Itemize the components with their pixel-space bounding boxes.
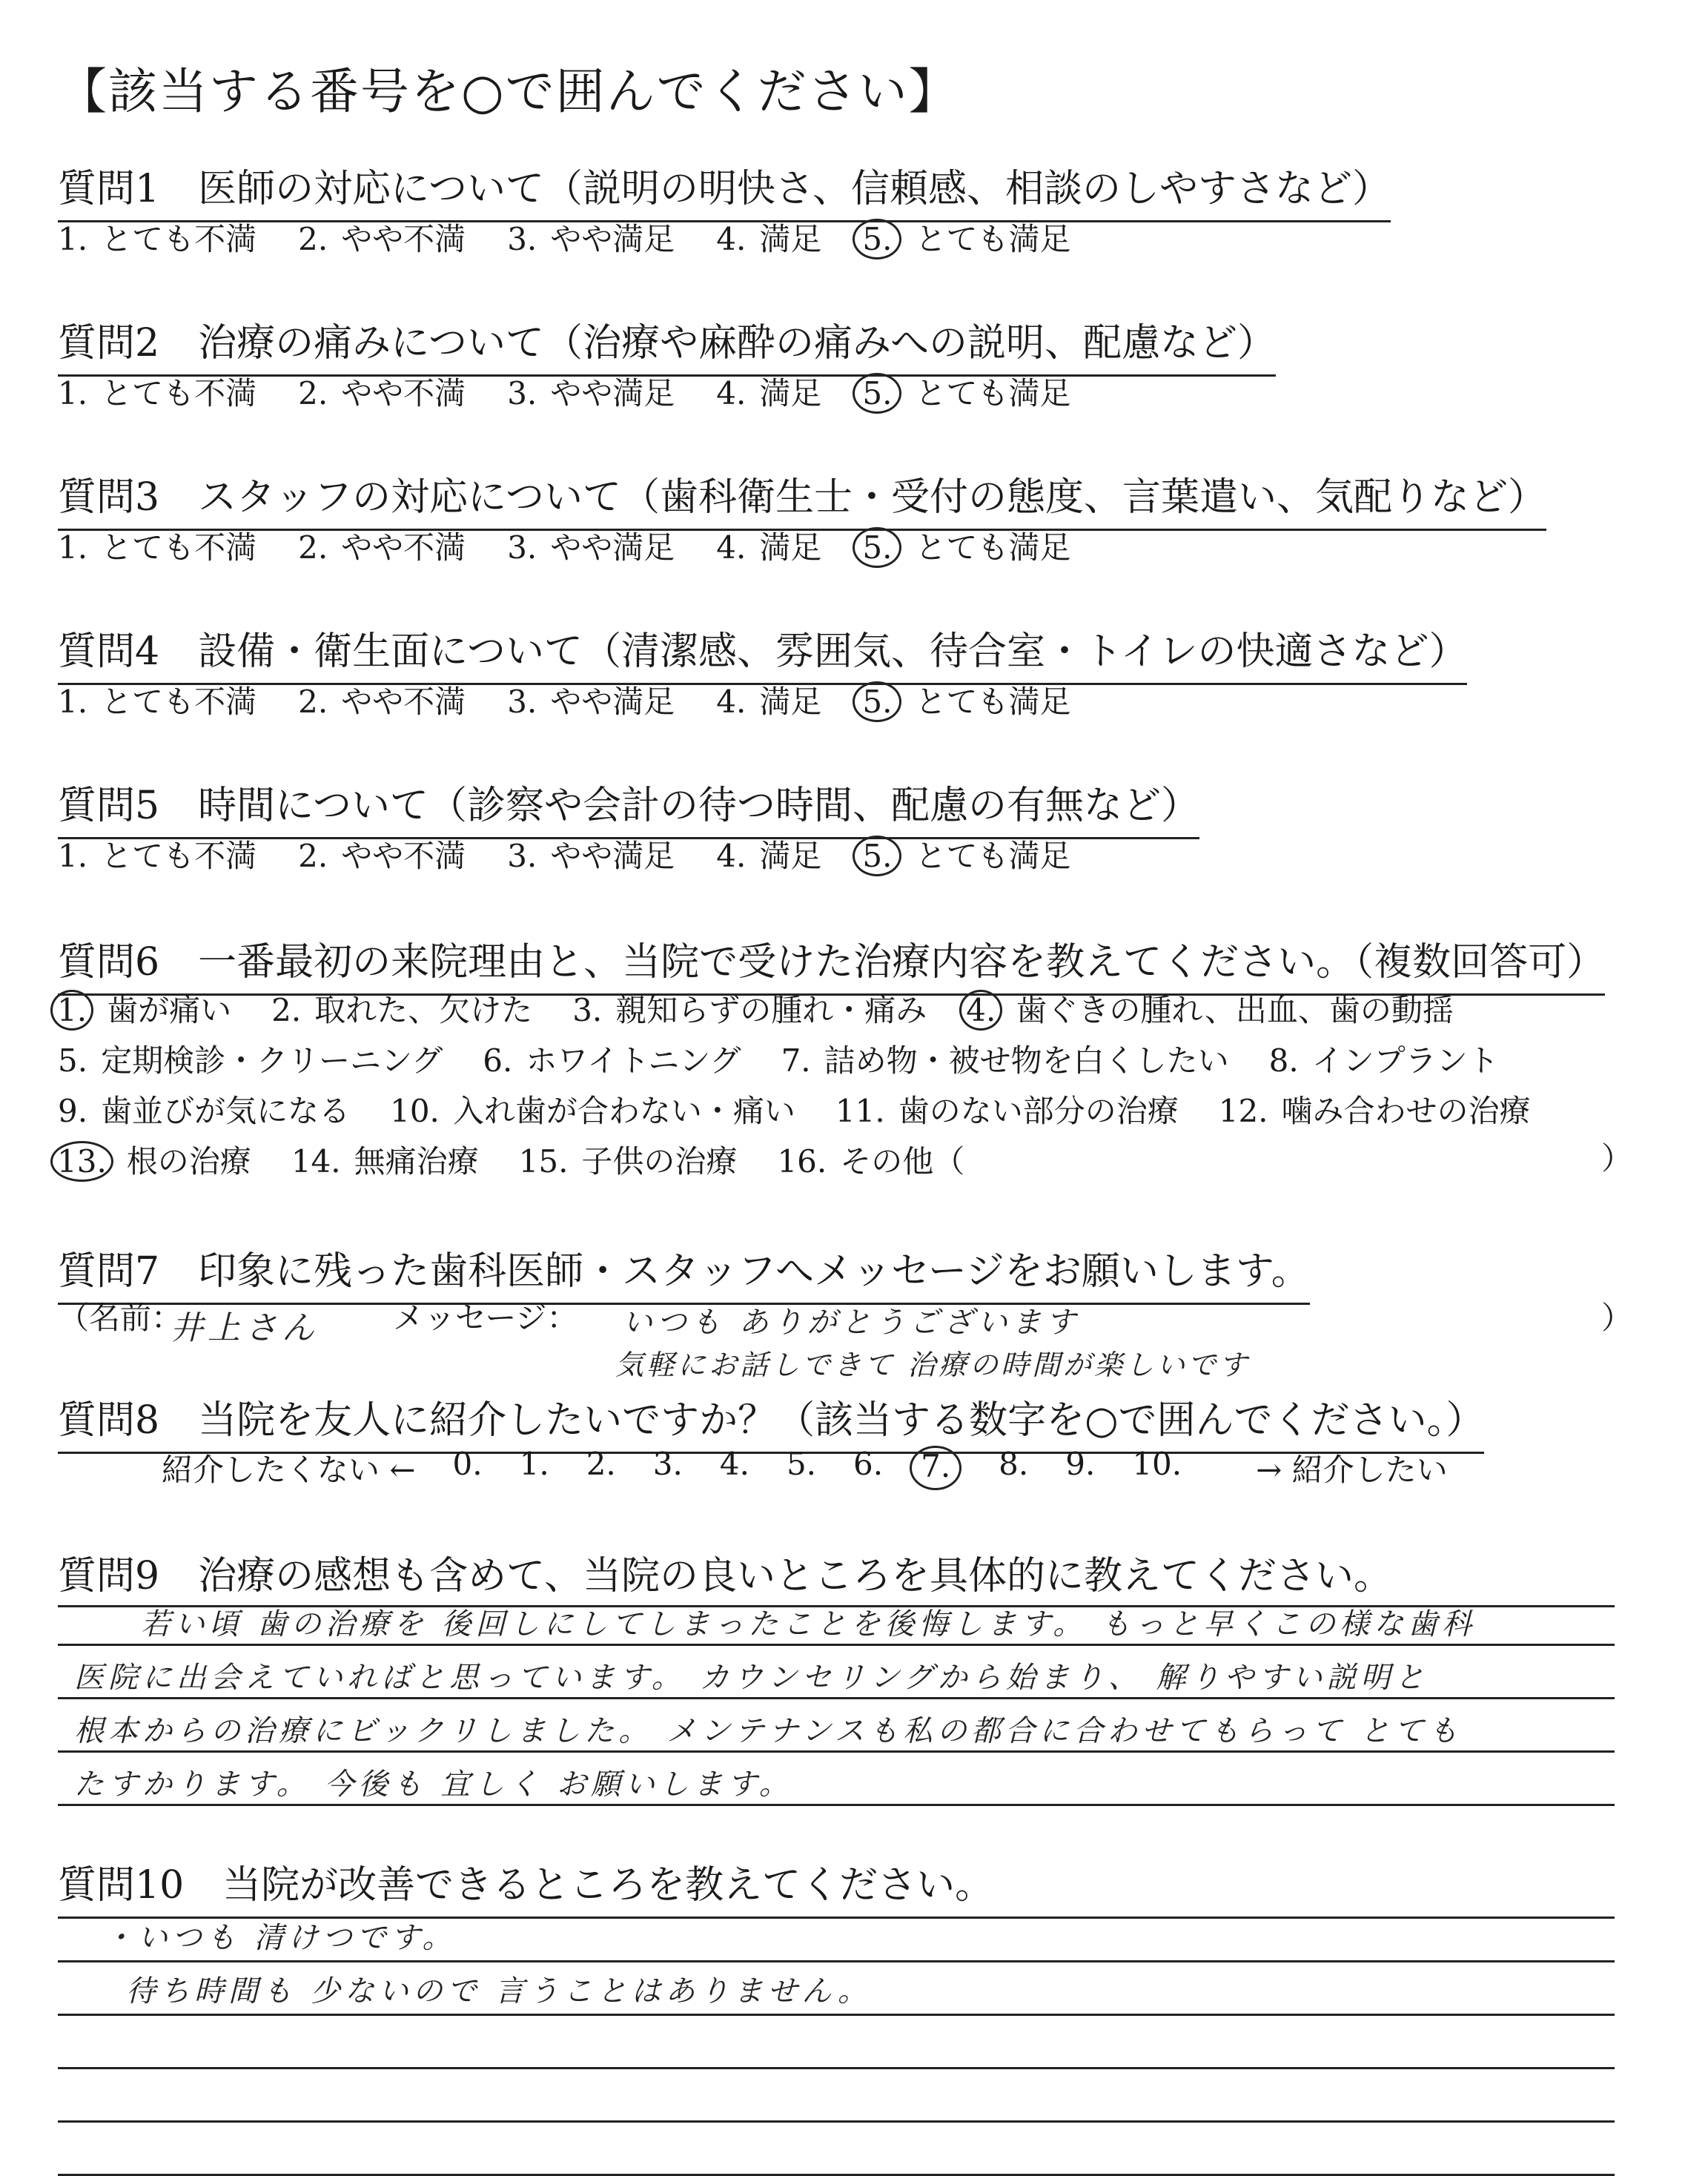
ruled-line <box>58 1750 1615 1753</box>
q4-choice-4[interactable] <box>716 678 821 722</box>
choice-label: 満足 <box>759 221 822 257</box>
ruled-line <box>58 1804 1615 1806</box>
ruled-line <box>58 2014 1615 2016</box>
q6-option[interactable] <box>271 986 532 1031</box>
q9-answer-line: 若い頃 歯の治療を 後回しにしてしまったことを後悔します。 もっと早くこの様な歯科 <box>141 1607 1476 1641</box>
choice-label: やや満足 <box>550 684 675 720</box>
q6-option[interactable] <box>483 1036 741 1081</box>
q6-option[interactable] <box>58 1036 443 1081</box>
choice-number: 1. <box>58 838 88 874</box>
q3-choice-3[interactable] <box>507 523 675 568</box>
choice-label: やや満足 <box>550 838 675 874</box>
q5-choice-4[interactable] <box>716 832 821 876</box>
q6-option[interactable] <box>967 986 1454 1031</box>
q8-scale-value[interactable]: 7. <box>910 1446 961 1490</box>
q1-title: 質問1 医師の対応について（説明の明快さ、信頼感、相談のしやすさなど） <box>58 157 1391 222</box>
choice-number: 5. <box>853 527 901 568</box>
q6-title: 質問6 一番最初の来院理由と、当院で受けた治療内容を教えてください。（複数回答可） <box>58 930 1605 996</box>
ruled-line <box>58 1960 1615 1962</box>
choice-label: やや不満 <box>341 684 466 720</box>
q4-choice-3[interactable] <box>507 678 675 722</box>
option-number: 13. <box>50 1141 113 1182</box>
q6-option[interactable] <box>519 1137 738 1182</box>
q8-scale-value[interactable]: 1. <box>519 1446 549 1482</box>
choice-label: とても満足 <box>915 375 1071 411</box>
option-label: 詰め物・被せ物を白くしたい <box>824 1042 1229 1079</box>
option-label: 歯並びが気になる <box>101 1093 351 1129</box>
choice-label: やや不満 <box>341 221 466 257</box>
option-label: 親知らずの腫れ・痛み <box>615 992 927 1028</box>
q1-choice-1[interactable] <box>58 215 256 259</box>
option-number: 4. <box>959 990 1002 1031</box>
q6-option[interactable] <box>777 1137 964 1182</box>
option-label: 定期検診・クリーニング <box>101 1042 443 1079</box>
q4-choice-1[interactable] <box>58 678 256 722</box>
choice-label: とても不満 <box>101 838 257 874</box>
choice-label: 満足 <box>759 529 822 566</box>
q2-choice-5[interactable] <box>863 369 1070 414</box>
q5-choice-3[interactable] <box>507 832 675 876</box>
choice-label: やや満足 <box>550 221 675 257</box>
choice-number: 4. <box>716 838 747 874</box>
option-number: 12. <box>1218 1093 1268 1129</box>
q2-choice-1[interactable] <box>58 369 256 414</box>
q3-choice-5[interactable] <box>863 523 1070 568</box>
q7-name-label: （名前： <box>58 1300 183 1336</box>
option-number: 6. <box>483 1042 513 1079</box>
q7-close-paren: ） <box>1601 1300 1633 1336</box>
q7-title: 質問7 印象に残った歯科医師・スタッフへメッセージをお願いします。 <box>58 1240 1310 1305</box>
q5-choice-1[interactable] <box>58 832 256 876</box>
q5-title: 質問5 時間について（診察や会計の待つ時間、配慮の有無など） <box>58 774 1199 839</box>
choice-label: 満足 <box>759 375 822 411</box>
choice-label: やや満足 <box>550 375 675 411</box>
choice-number: 4. <box>716 375 747 411</box>
option-label: インプラント <box>1311 1042 1499 1079</box>
q9-answer-line: たすかります。 今後も 宜しく お願いします。 <box>74 1767 793 1802</box>
choice-label: やや不満 <box>341 529 466 566</box>
q3-title: 質問3 スタッフの対応について（歯科衛生士・受付の態度、言葉遣い、気配りなど） <box>58 466 1546 531</box>
option-label: 無痛治療 <box>354 1143 479 1180</box>
q6-option[interactable] <box>291 1137 479 1182</box>
q8-scale-value[interactable]: 8. <box>999 1446 1029 1482</box>
q3-choice-1[interactable] <box>58 523 256 568</box>
q5-choice-2[interactable] <box>298 832 466 876</box>
q9-answer-line: 根本からの治療にビックリしました。 メンテナンスも私の都合に合わせてもらって とても <box>74 1714 1463 1748</box>
option-label: 噛み合わせの治療 <box>1281 1093 1531 1129</box>
q9-title: 質問9 治療の感想も含めて、当院の良いところを具体的に教えてください。 <box>58 1554 1393 1598</box>
choice-number: 5. <box>853 373 901 414</box>
q1-choice-3[interactable] <box>507 215 675 259</box>
q8-scale-value[interactable]: 3. <box>652 1446 683 1482</box>
q7-name-value: 井上さん <box>171 1309 319 1347</box>
choice-number: 4. <box>716 684 747 720</box>
choice-number: 3. <box>507 375 537 411</box>
q7-message-line1: いつも ありがとうございます <box>623 1306 1080 1340</box>
choice-number: 1. <box>58 221 88 257</box>
q2-choice-3[interactable] <box>507 369 675 414</box>
choice-label: とても不満 <box>101 529 257 566</box>
choice-number: 3. <box>507 838 537 874</box>
ruled-line <box>58 2120 1615 2123</box>
choice-number: 3. <box>507 529 537 566</box>
choice-label: とても満足 <box>915 684 1071 720</box>
choice-label: やや不満 <box>341 375 466 411</box>
choice-label: とても満足 <box>915 838 1071 874</box>
ruled-line <box>58 1697 1615 1699</box>
q3-choice-4[interactable] <box>716 523 821 568</box>
q1-choice-4[interactable] <box>716 215 821 259</box>
choice-label: とても満足 <box>915 221 1071 257</box>
q8-title: 質問8 当院を友人に紹介したいですか？（該当する数字を○で囲んでください。） <box>58 1389 1484 1454</box>
q6-option[interactable] <box>58 1137 251 1182</box>
option-label: その他（ <box>840 1143 965 1180</box>
q4-choice-5[interactable] <box>863 678 1070 722</box>
q7-message-label: メッセージ： <box>393 1300 578 1336</box>
choice-number: 5. <box>853 219 901 259</box>
choice-number: 1. <box>58 375 88 411</box>
choice-label: やや不満 <box>341 838 466 874</box>
option-number: 16. <box>777 1143 827 1180</box>
choice-label: とても不満 <box>101 375 257 411</box>
choice-number: 4. <box>716 221 747 257</box>
q2-choice-2[interactable] <box>298 369 466 414</box>
form-header: 【該当する番号を○で囲んでください】 <box>58 63 959 120</box>
q10-title: 質問10 当院が改善できるところを教えてください。 <box>58 1863 994 1908</box>
option-number: 8. <box>1268 1042 1299 1079</box>
q6-option[interactable] <box>835 1087 1179 1131</box>
option-label: 歯が痛い <box>107 992 232 1028</box>
ruled-line <box>58 1644 1615 1646</box>
q4-choices <box>58 678 1112 722</box>
choice-number: 1. <box>58 684 88 720</box>
q6-option[interactable] <box>572 986 927 1031</box>
q1-choice-5[interactable] <box>863 215 1070 259</box>
choice-number: 3. <box>507 684 537 720</box>
q8-right-label: → 紹介したい <box>1256 1452 1448 1488</box>
option-label: 根の治療 <box>126 1143 251 1180</box>
ruled-line <box>58 1605 1615 1607</box>
q10-answer-line: ・いつも 清けつです。 <box>104 1921 457 1955</box>
option-number: 5. <box>58 1042 88 1079</box>
q5-choices <box>58 832 1112 876</box>
choice-number: 2. <box>298 375 328 411</box>
choice-label: 満足 <box>759 838 822 874</box>
q8-left-label: 紹介したくない ← <box>162 1452 416 1488</box>
q6-close-paren: ） <box>1601 1140 1633 1177</box>
choice-label: とても不満 <box>101 221 257 257</box>
option-label: 子供の治療 <box>581 1143 738 1180</box>
q1-choice-2[interactable] <box>298 215 466 259</box>
q2-title: 質問2 治療の痛みについて（治療や麻酔の痛みへの説明、配慮など） <box>58 311 1276 377</box>
choice-number: 4. <box>716 529 747 566</box>
q6-option[interactable] <box>58 986 231 1031</box>
choice-number: 5. <box>853 681 901 722</box>
choice-number: 2. <box>298 838 328 874</box>
ruled-line <box>58 2067 1615 2069</box>
choice-number: 3. <box>507 221 537 257</box>
option-number: 2. <box>271 992 302 1028</box>
q4-title: 質問4 設備・衛生面について（清潔感、雰囲気、待合室・トイレの快適さなど） <box>58 620 1467 685</box>
q8-scale <box>162 1446 1485 1490</box>
q6-row <box>58 1087 1571 1131</box>
q2-choices <box>58 369 1112 414</box>
q3-choices <box>58 523 1112 568</box>
option-label: 取れた、欠けた <box>314 992 533 1028</box>
option-number: 3. <box>572 992 603 1028</box>
q6-option[interactable] <box>781 1036 1229 1081</box>
q8-scale-value[interactable]: 9. <box>1065 1446 1096 1482</box>
option-label: 入れ歯が合わない・痛い <box>452 1093 795 1129</box>
q6-row <box>58 1137 1004 1182</box>
option-number: 7. <box>781 1042 811 1079</box>
choice-number: 5. <box>853 836 901 876</box>
q6-option[interactable] <box>58 1087 350 1131</box>
q9-answer-line: 医院に出会えていればと思っています。 カウンセリングから始まり、 解りやすい説明と <box>74 1661 1429 1695</box>
option-number: 15. <box>518 1143 569 1180</box>
q8-scale-value[interactable]: 6. <box>853 1446 884 1482</box>
option-label: ホワイトニング <box>526 1042 741 1079</box>
option-number: 9. <box>58 1093 88 1129</box>
option-number: 14. <box>291 1143 341 1180</box>
q8-scale-value[interactable]: 10. <box>1132 1446 1182 1482</box>
choice-number: 2. <box>298 221 328 257</box>
q5-choice-5[interactable] <box>863 832 1070 876</box>
choice-number: 2. <box>298 684 328 720</box>
option-label: 歯のない部分の治療 <box>898 1093 1179 1129</box>
choice-number: 2. <box>298 529 328 566</box>
q6-option[interactable] <box>1219 1087 1531 1131</box>
choice-label: とても不満 <box>101 684 257 720</box>
q2-choice-4[interactable] <box>716 369 821 414</box>
q8-scale-value[interactable]: 0. <box>452 1446 483 1482</box>
q3-choice-2[interactable] <box>298 523 466 568</box>
q6-row <box>58 1036 1539 1081</box>
option-number: 11. <box>835 1093 885 1129</box>
q4-choice-2[interactable] <box>298 678 466 722</box>
option-label: 歯ぐきの腫れ、出血、歯の動揺 <box>1016 992 1454 1028</box>
q8-scale-value[interactable]: 2. <box>586 1446 616 1482</box>
q8-scale-value[interactable]: 5. <box>786 1446 817 1482</box>
option-number: 10. <box>390 1093 440 1129</box>
q7-message-line2: 気軽にお話しできて 治療の時間が楽しいです <box>615 1349 1251 1381</box>
ruled-line <box>58 1917 1615 1919</box>
q6-option[interactable] <box>1269 1036 1499 1081</box>
option-number: 1. <box>50 990 93 1031</box>
choice-label: とても満足 <box>915 529 1071 566</box>
q1-choices <box>58 215 1112 259</box>
q8-scale-value[interactable]: 4. <box>719 1446 749 1482</box>
choice-label: やや満足 <box>550 529 675 566</box>
q10-answer-line: 待ち時間も 少ないので 言うことはありません。 <box>126 1974 872 2008</box>
choice-number: 1. <box>58 529 88 566</box>
q6-row <box>58 986 1494 1031</box>
q6-option[interactable] <box>390 1087 795 1131</box>
choice-label: 満足 <box>759 684 822 720</box>
